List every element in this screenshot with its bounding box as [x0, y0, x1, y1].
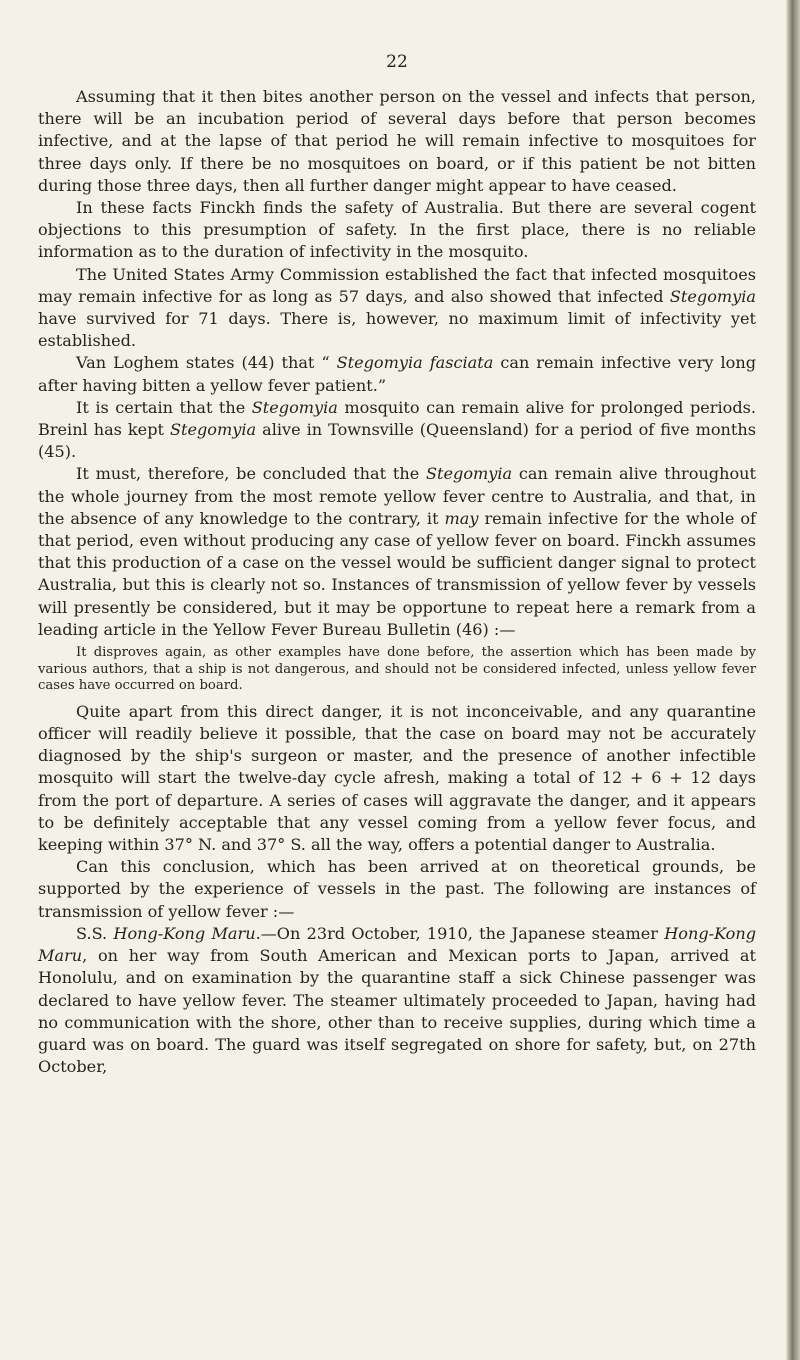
paragraph-1: Assuming that it then bites another person on the vessel and infects that person, there will be an incubation period of several days before that person becomes infective, and at the lapse of that period he will remain infective to mosquitoes for three days only. If there be no mosquitoes on board, or if this patient be not bitten during those three days, then all further danger might appear to have ceased. — [38, 87, 756, 195]
bulletin-quote: It disproves again, as other examples have done before, the assertion which has been made by various authors, that a ship is not dangerous, and should not be considered infected, unless yellow fever cases have occurred on board. — [38, 645, 756, 694]
paragraph-6-italic-may: may — [444, 508, 479, 528]
paragraph-5-italic-stegomyia-2: Stegomyia — [169, 420, 257, 440]
paragraph-9-text-e: , on her way from South American and Mexican ports to Japan, arrived at Honolulu, and on examination by the quarantine staff a sick Chinese passenger was declared to have yellow fever. The steamer ultimately proceeded to Japan, having had no communication with the shore, other than to receive supplies, during which time a guard was on board. The guard was itself segregated on shore for safety, but, on 27th October, — [38, 946, 756, 1077]
paragraph-3-italic-stegomyia: Stegomyia — [669, 286, 756, 306]
paragraph-9-italic-ship-name-1: Hong-Kong Maru — [113, 923, 256, 943]
paragraph-8: Can this conclusion, which has been arrived at on theoretical grounds, be supported by the experience of vessels in the past. The following are instances of transmission of yellow fever :— — [38, 857, 756, 921]
paragraph-6-text-e: remain infective for the whole of that period, even without producing any case of yellow fever on board. Finckh assumes that this production of a case on the vessel would be sufficient danger signal to protect Australia, but this is clearly not so. Instances of transmission of yellow fever by vessels will presently be considered, but it may be opportune to repeat here a remark from a leading article in the Yellow Fever Bureau Bulletin (46) :— — [38, 508, 756, 639]
paragraph-4-text-c: can remain infective very long after having bitten a yellow fever patient.” — [38, 353, 756, 395]
paragraph-9-text-a: S.S. — [76, 923, 114, 943]
paragraph-4 — [38, 352, 756, 396]
paragraph-9-italic-ship-name-2: Hong-Kong Maru — [38, 923, 757, 966]
paragraph-6-text-c: can remain alive throughout the whole journey from the most remote yellow fever centre to Australia, and that, in the absence of any knowledge to the contrary, it — [38, 464, 756, 528]
paragraph-3 — [38, 264, 756, 353]
paragraph-5-text-e: alive in Townsville (Queensland) for a period of five months (45). — [38, 420, 756, 462]
page-edge-shadow — [786, 0, 800, 1360]
paragraph-5 — [38, 397, 756, 464]
paragraph-5-text-c: mosquito can remain alive for prolonged periods. Breinl has kept — [38, 397, 756, 440]
paragraph-6-text-a: It must, therefore, be concluded that the — [76, 464, 426, 484]
paragraph-9-text-c: .—On 23rd October, 1910, the Japanese steamer — [255, 923, 665, 943]
paragraph-7: Quite apart from this direct danger, it is not inconceivable, and any quarantine officer will readily believe it possible, that the case on board may not be accurately diagnosed by the ship's surgeon or master, and the presence of another infectible mosquito will start the twelve-day cycle afresh, making a total of 12 + 6 + 12 days from the port of departure. A series of cases will aggravate the danger, and it appears to be definitely acceptable that any vessel coming from a yellow fever focus, and keeping within 37° N. and 37° S. all the way, offers a potential danger to Australia. — [38, 701, 756, 855]
paragraph-4-text-a: Van Loghem states (44) that “ — [76, 353, 337, 373]
paragraph-2: In these facts Finckh finds the safety of Australia. But there are several cogent objections to this presumption of safety. In the first place, there is no reliable information as to the duration of infectivity in the mosquito. — [38, 198, 756, 262]
paragraph-5-text-a: It is certain that the — [76, 397, 252, 417]
page-number: 22 — [386, 52, 408, 72]
paragraph-9 — [38, 923, 756, 1078]
paragraph-3-text-a: The United States Army Commission established the fact that infected mosquitoes may remain infective for as long as 57 days, and also showed that infected — [38, 264, 756, 306]
paragraph-4-italic-species: Stegomyia fasciata — [336, 353, 494, 373]
paragraph-6 — [38, 463, 756, 641]
paragraph-5-italic-stegomyia-1: Stegomyia — [251, 397, 338, 417]
paragraph-6-italic-stegomyia: Stegomyia — [426, 464, 513, 484]
paragraph-3-text-c: have survived for 71 days. There is, however, no maximum limit of infectivity yet established. — [38, 309, 756, 351]
